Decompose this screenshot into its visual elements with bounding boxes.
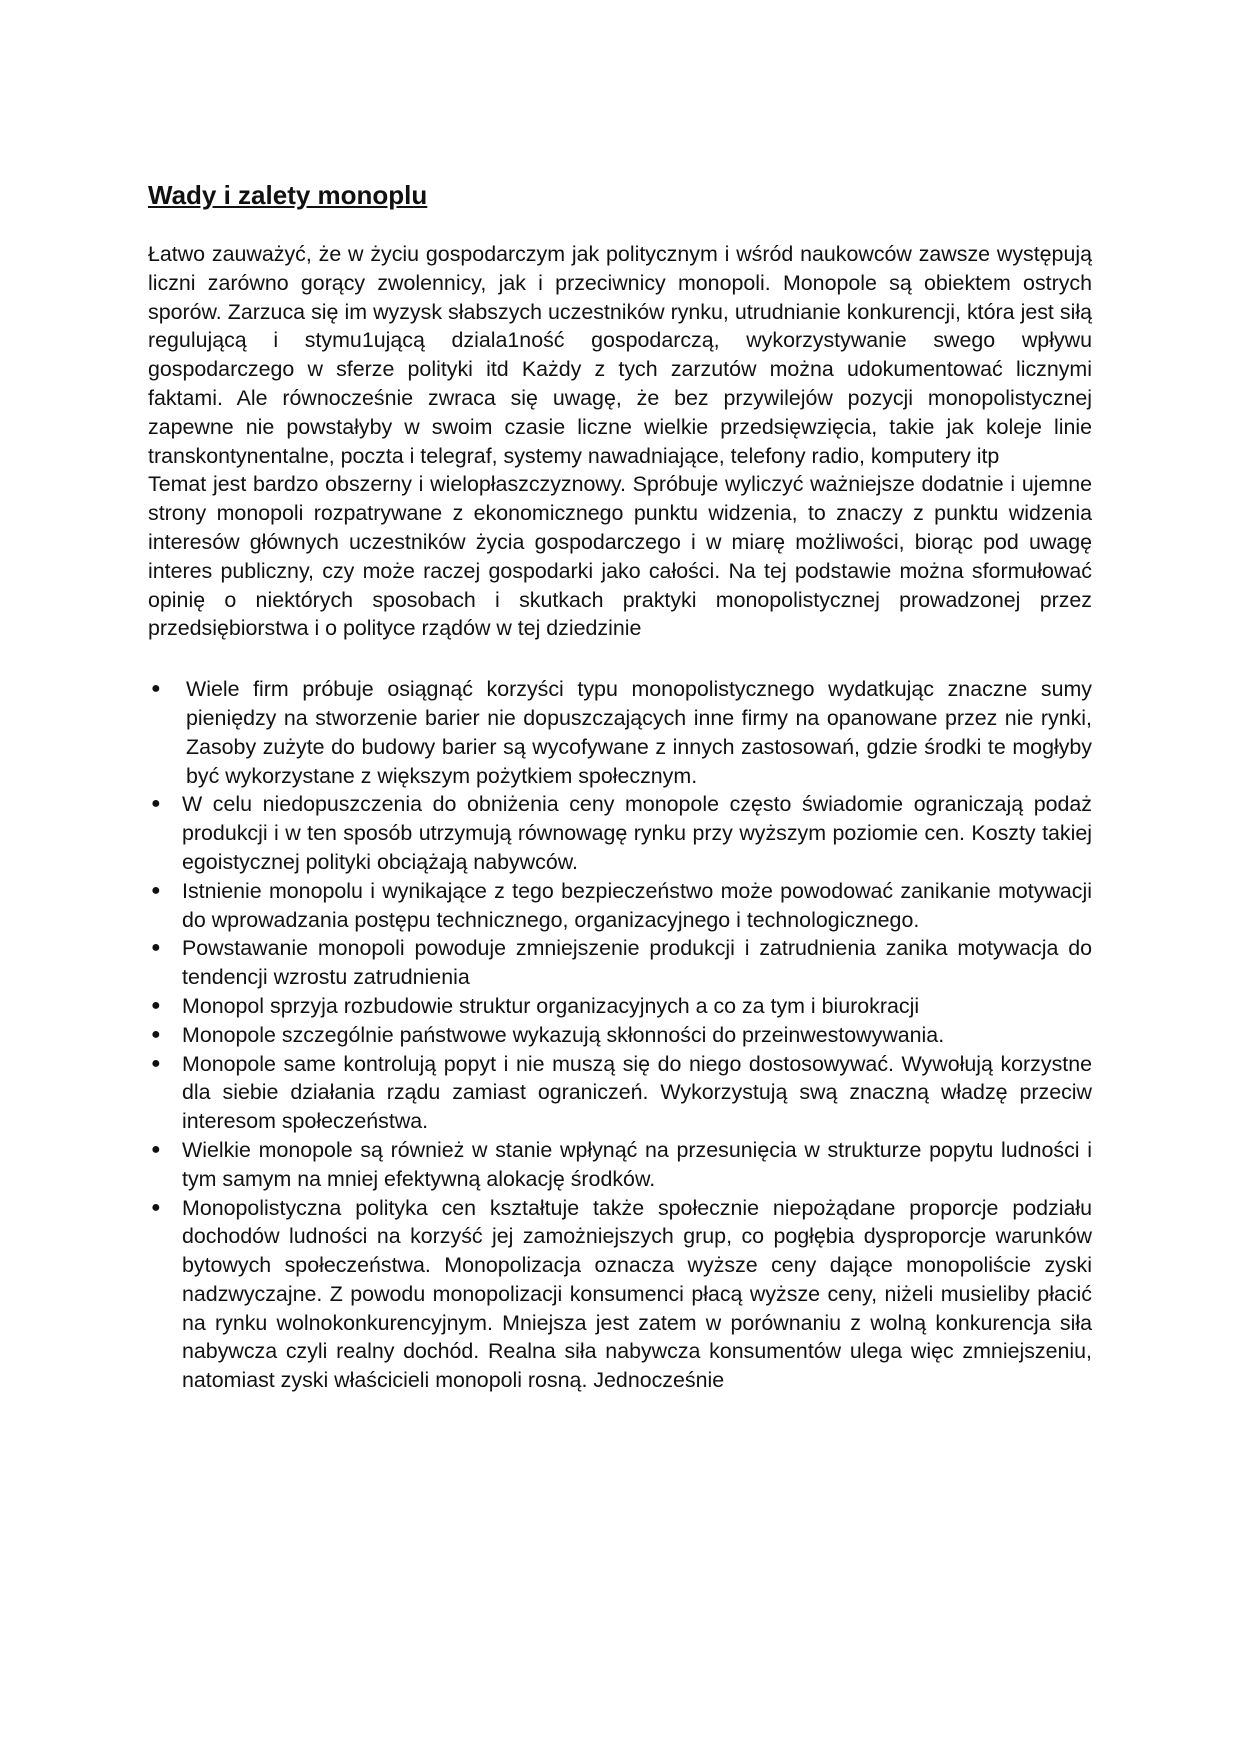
bullet-dot-icon: ● <box>151 680 161 698</box>
list-item <box>148 675 1092 790</box>
bullet-dot-icon: ● <box>151 1140 161 1158</box>
bullet-dot-icon: ● <box>151 939 161 957</box>
list-item-text: Wielkie monopole są również w stanie wpłynąć na przesunięcia w strukturze popytu ludności i tym samym na mniej efektywną alokację środków. <box>182 1137 1092 1191</box>
bullet-dot-icon: ● <box>151 1054 161 1072</box>
list-item-text: Wiele firm próbuje osiągnąć korzyści typu monopolistycznego wydatkując znaczne sumy pieniędzy na stworzenie barier nie dopuszczających inne firmy na opanowane przez nie rynki, Zasoby zużyte do budowy barier są wycofywane z innych zastosowań, gdzie środki te mogłyby być wykorzystane z większym pożytkiem społecznym. <box>186 677 1092 788</box>
list-item-text: Monopol sprzyja rozbudowie struktur organizacyjnych a co za tym i biurokracji <box>182 993 920 1018</box>
bullet-list <box>148 675 1092 1395</box>
bullet-dot-icon: ● <box>151 1025 161 1043</box>
list-item-text: Istnienie monopolu i wynikające z tego bezpieczeństwo może powodować zanikanie motywacji do wprowadzania postępu technicznego, organizacyjnego i technologicznego. <box>182 878 1092 932</box>
list-item-text: Powstawanie monopoli powoduje zmniejszenie produkcji i zatrudnienia zanika motywacja do tendencji wzrostu zatrudnienia <box>182 936 1092 990</box>
bullet-dot-icon: ● <box>151 881 161 899</box>
list-item <box>148 992 1092 1021</box>
list-item <box>148 790 1092 876</box>
paragraph-topic: Temat jest bardzo obszerny i wielopłaszczyznowy. Spróbuje wyliczyć ważniejsze dodatnie i ujemne strony monopoli rozpatrywane z ekonomicznego punktu widzenia, to znaczy z punktu widzenia interesów głównych uczestników życia gospodarczego i w miarę możliwości, biorąc pod uwagę interes publiczny, czy może raczej gospodarki jako całości. Na tej podstawie można sformułować opinię o niektórych sposobach i skutkach praktyki monopolistycznej prowadzonej przez przedsiębiorstwa i o polityce rządów w tej dziedzinie <box>148 472 1092 641</box>
list-item <box>148 1136 1092 1194</box>
list-item <box>148 877 1092 935</box>
list-item <box>148 1021 1092 1050</box>
list-item-text: Monopole same kontrolują popyt i nie muszą się do niego dostosowywać. Wywołują korzystne dla siebie działania rządu zamiast ograniczeń. Wykorzystują swą znaczną władzę przeciw interesom społeczeństwa. <box>182 1051 1092 1134</box>
bullet-dot-icon: ● <box>151 996 161 1014</box>
list-item-text: Monopolistyczna polityka cen kształtuje także społecznie niepożądane proporcje podziału dochodów ludności na korzyść jej zamożniejszych grup, co pogłębia dysproporcje warunków bytowych społeczeństwa. Monopolizacja oznacza wyższe ceny dające monopoliście zyski nadzwyczajne. Z powodu monopolizacji konsumenci płacą wyższe ceny, niżeli musieliby płacić na rynku wolnokonkurencyjnym. Mniejsza jest zatem w porównaniu z wolną konkurencja siła nabywcza czyli realny dochód. Realna siła nabywcza konsumentów ulega więc zmniejszeniu, natomiast zyski właścicieli monopoli rosną. Jednocześnie <box>182 1195 1092 1393</box>
list-item <box>148 1194 1092 1396</box>
page-title: Wady i zalety monoplu <box>148 180 428 210</box>
paragraph-intro: Łatwo zauważyć, że w życiu gospodarczym jak politycznym i wśród naukowców zawsze występują liczni zarówno gorący zwolennicy, jak i przeciwnicy monopoli. Monopole są obiektem ostrych sporów. Zarzuca się im wyzysk słabszych uczestników rynku, utrudnianie konkurencji, która jest siłą regulującą i stymu1ującą dziala1ność gospodarczą, wykorzystywanie swego wpływu gospodarczego w sferze polityki itd Każdy z tych zarzutów można udokumentować licznymi faktami. Ale równocześnie zwraca się uwagę, że bez przywilejów pozycji monopolistycznej zapewne nie powstałyby w swoim czasie liczne wielkie przedsięwzięcia, takie jak koleje linie transkontynentalne, poczta i telegraf, systemy nawadniające, telefony radio, komputery itp <box>148 242 1092 468</box>
bullet-dot-icon: ● <box>151 1198 161 1216</box>
list-item-text: W celu niedopuszczenia do obniżenia ceny monopole często świadomie ograniczają podaż produkcji i w ten sposób utrzymują równowagę rynku przy wyższym poziomie cen. Koszty takiej egoistycznej polityki obciążają nabywców. <box>182 792 1092 874</box>
list-item <box>148 1050 1092 1136</box>
list-item <box>148 934 1092 992</box>
document-body <box>148 178 1092 1395</box>
bullet-dot-icon: ● <box>151 795 161 813</box>
list-item-text: Monopole szczególnie państwowe wykazują skłonności do przeinwestowywania. <box>182 1022 945 1047</box>
